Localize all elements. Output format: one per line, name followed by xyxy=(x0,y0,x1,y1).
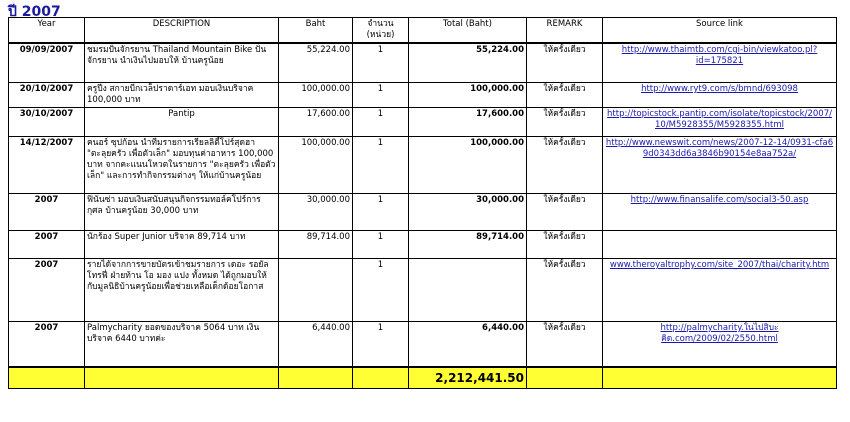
cell-remark: ให้ครั้งเดียว xyxy=(527,108,603,137)
cell-remark: ให้ครั้งเดียว xyxy=(527,231,603,259)
cell-source xyxy=(603,194,837,231)
grand-total-row xyxy=(9,367,837,389)
table-row xyxy=(9,259,837,322)
cell-year: 09/09/2007 xyxy=(9,43,85,83)
cell-baht: 89,714.00 xyxy=(279,231,353,259)
sum-cell-empty xyxy=(603,367,837,389)
cell-baht xyxy=(279,259,353,322)
cell-description: Pantip xyxy=(85,108,279,137)
source-link[interactable]: http://www.finansalife.com/social3-50.asp xyxy=(630,195,809,205)
sum-cell-empty xyxy=(527,367,603,389)
donation-table xyxy=(8,17,837,389)
table-row xyxy=(9,194,837,231)
cell-remark: ให้ครั้งเดียว xyxy=(527,259,603,322)
source-link[interactable]: www.theroyaltrophy.com/site_2007/thai/charity.htm xyxy=(609,260,830,270)
source-link[interactable]: http://www.thaimtb.com/cgi-bin/viewkatoo.pl?id=175821 xyxy=(621,45,818,66)
cell-source xyxy=(603,137,837,194)
header-year: Year xyxy=(9,18,85,44)
cell-year: 2007 xyxy=(9,322,85,368)
sheet-title: ปี 2007 xyxy=(8,4,61,20)
cell-remark: ให้ครั้งเดียว xyxy=(527,194,603,231)
cell-total: 30,000.00 xyxy=(409,194,527,231)
cell-description: ครูปีง สกายบีกเวล็ปราดาร์เอท มอบเงินบริจาค 100,000 บาท xyxy=(85,83,279,108)
cell-qty: 1 xyxy=(353,108,409,137)
cell-year: 30/10/2007 xyxy=(9,108,85,137)
cell-total xyxy=(409,259,527,322)
sum-cell-empty xyxy=(353,367,409,389)
table-row xyxy=(9,231,837,259)
header-baht: Baht xyxy=(279,18,353,44)
cell-remark: ให้ครั้งเดียว xyxy=(527,83,603,108)
cell-description: ชมรมปั่นจักรยาน Thailand Mountain Bike ปั่นจักรยาน นำเงินไปมอบให้ บ้านครูน้อย xyxy=(85,43,279,83)
cell-description: คนอร์ ซุปก้อน นำทีมรายการเรียลลิตี้โปร์สุดฮา "ตะลุยครัว เพื่อตัวเล็ก" มอบทุนค่าอาหาร 100,000 บาท จากคะแนนโหวตในรายการ "ตะลุยครัว เพื่อตัวเล็ก" และการทำกิจกรรมต่างๆ ให้แก่บ้านครูน้อย xyxy=(85,137,279,194)
header-qty: จำนวน (หน่วย) xyxy=(353,18,409,44)
cell-total: 55,224.00 xyxy=(409,43,527,83)
table-row xyxy=(9,137,837,194)
cell-year: 2007 xyxy=(9,194,85,231)
sum-cell-empty xyxy=(9,367,85,389)
cell-baht: 55,224.00 xyxy=(279,43,353,83)
cell-remark: ให้ครั้งเดียว xyxy=(527,137,603,194)
cell-baht: 17,600.00 xyxy=(279,108,353,137)
cell-source xyxy=(603,259,837,322)
cell-total: 89,714.00 xyxy=(409,231,527,259)
cell-qty: 1 xyxy=(353,259,409,322)
cell-year: 14/12/2007 xyxy=(9,137,85,194)
header-description: DESCRIPTION xyxy=(85,18,279,44)
cell-total: 6,440.00 xyxy=(409,322,527,368)
cell-description: รายได้จากการขายบัตรเข้าชมรายการ เดอะ รอยัล โทรฟี่ ฝ่ายท้าน โอ มอง แปง ทั้งหมด ได้ถูกมอบให้กับมูลนิธิบ้านครูน้อยเพื่อช่วยเหลือเด็กด้อยโอกาส xyxy=(85,259,279,322)
source-link[interactable]: http://www.newswit.com/news/2007-12-14/0931-cfa69d0343dd6a3846b90154e8aa752a/ xyxy=(605,138,834,159)
cell-year: 2007 xyxy=(9,231,85,259)
cell-qty: 1 xyxy=(353,194,409,231)
cell-total: 100,000.00 xyxy=(409,137,527,194)
header-remark: REMARK xyxy=(527,18,603,44)
cell-source xyxy=(603,322,837,368)
cell-source xyxy=(603,43,837,83)
cell-year: 2007 xyxy=(9,259,85,322)
cell-baht: 6,440.00 xyxy=(279,322,353,368)
table-row xyxy=(9,43,837,83)
header-total: Total (Baht) xyxy=(409,18,527,44)
cell-baht: 100,000.00 xyxy=(279,137,353,194)
cell-source xyxy=(603,231,837,259)
cell-description: Palmycharity ยอดของบริจาค 5064 บาท เงินบริจาค 6440 บาทค่ะ xyxy=(85,322,279,368)
cell-baht: 100,000.00 xyxy=(279,83,353,108)
cell-remark: ให้ครั้งเดียว xyxy=(527,322,603,368)
cell-year: 20/10/2007 xyxy=(9,83,85,108)
cell-qty: 1 xyxy=(353,322,409,368)
cell-qty: 1 xyxy=(353,43,409,83)
cell-description: ฟินันซ่า มอบเงินสนับสนุนกิจกรรมทอล์คโปร์การกุศล บ้านครูน้อย 30,000 บาท xyxy=(85,194,279,231)
table-row xyxy=(9,322,837,368)
cell-total: 17,600.00 xyxy=(409,108,527,137)
source-link[interactable]: http://topicstock.pantip.com/isolate/topicstock/2007/10/M5928355/M5928355.html xyxy=(607,109,832,130)
cell-qty: 1 xyxy=(353,83,409,108)
header-source: Source link xyxy=(603,18,837,44)
source-link[interactable]: http://www.ryt9.com/s/bmnd/693098 xyxy=(641,84,798,94)
cell-total: 100,000.00 xyxy=(409,83,527,108)
sum-cell-empty xyxy=(279,367,353,389)
cell-qty: 1 xyxy=(353,137,409,194)
table-row xyxy=(9,83,837,108)
cell-baht: 30,000.00 xyxy=(279,194,353,231)
cell-qty: 1 xyxy=(353,231,409,259)
header-row xyxy=(9,18,837,44)
cell-description: นักร้อง Super Junior บริจาค 89,714 บาท xyxy=(85,231,279,259)
cell-remark: ให้ครั้งเดียว xyxy=(527,43,603,83)
grand-total: 2,212,441.50 xyxy=(409,367,527,389)
cell-source xyxy=(603,83,837,108)
sum-cell-empty xyxy=(85,367,279,389)
table-row xyxy=(9,108,837,137)
source-link[interactable]: http://palmycharity.ในไปสิบะคิด.com/2009/02/2550.html xyxy=(660,323,779,344)
cell-source xyxy=(603,108,837,137)
